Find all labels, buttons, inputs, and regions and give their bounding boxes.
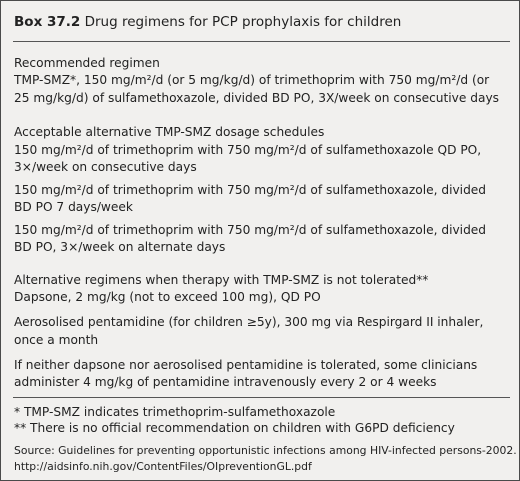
acceptable-item-line: 3×/week on consecutive days	[14, 160, 197, 174]
title-divider	[13, 41, 510, 42]
footnote: ** There is no official recommendation on children with G6PD deficiency	[14, 421, 455, 435]
acceptable-item-line: BD PO 7 days/week	[14, 200, 133, 214]
alternative-item-line: administer 4 mg/kg of pentamidine intravenously every 2 or 4 weeks	[14, 375, 437, 389]
acceptable-item-line: BD PO, 3×/week on alternate days	[14, 240, 226, 254]
alternative-item-line: once a month	[14, 333, 99, 347]
alternative-item-line: If neither dapsone nor aerosolised pentamidine is tolerated, some clinicians	[14, 358, 478, 372]
source-url: http://aidsinfo.nih.gov/ContentFiles/OIpreventionGL.pdf	[14, 460, 312, 473]
recommended-line: 25 mg/kg/d) of sulfamethoxazole, divided BD PO, 3X/week on consecutive days	[14, 91, 500, 105]
alternative-item-line: Aerosolised pentamidine (for children ≥5y), 300 mg via Respirgard II inhaler,	[14, 315, 484, 329]
acceptable-item-line: 150 mg/m²/d of trimethoprim with 750 mg/m²/d of sulfamethoxazole, divided	[14, 223, 487, 237]
box-number: Box 37.2	[14, 14, 81, 30]
section-heading-alternative: Alternative regimens when therapy with TMP-SMZ is not tolerated**	[14, 273, 429, 287]
section-heading-recommended: Recommended regimen	[14, 56, 160, 70]
footnote: * TMP-SMZ indicates trimethoprim-sulfamethoxazole	[14, 405, 336, 419]
box-title-text: Drug regimens for PCP prophylaxis for children	[84, 14, 402, 30]
alternative-item-line: Dapsone, 2 mg/kg (not to exceed 100 mg), QD PO	[14, 290, 321, 304]
acceptable-item-line: 150 mg/m²/d of trimethoprim with 750 mg/m²/d of sulfamethoxazole, divided	[14, 183, 487, 197]
footnote-divider	[13, 397, 510, 398]
section-heading-acceptable: Acceptable alternative TMP-SMZ dosage schedules	[14, 125, 325, 139]
box-title	[14, 14, 401, 30]
source-citation: Source: Guidelines for preventing opportunistic infections among HIV-infected persons-2002.	[14, 444, 517, 457]
recommended-line: TMP-SMZ*, 150 mg/m²/d (or 5 mg/kg/d) of trimethoprim with 750 mg/m²/d (or	[14, 73, 490, 87]
acceptable-item-line: 150 mg/m²/d of trimethoprim with 750 mg/m²/d of sulfamethoxazole QD PO,	[14, 143, 482, 157]
